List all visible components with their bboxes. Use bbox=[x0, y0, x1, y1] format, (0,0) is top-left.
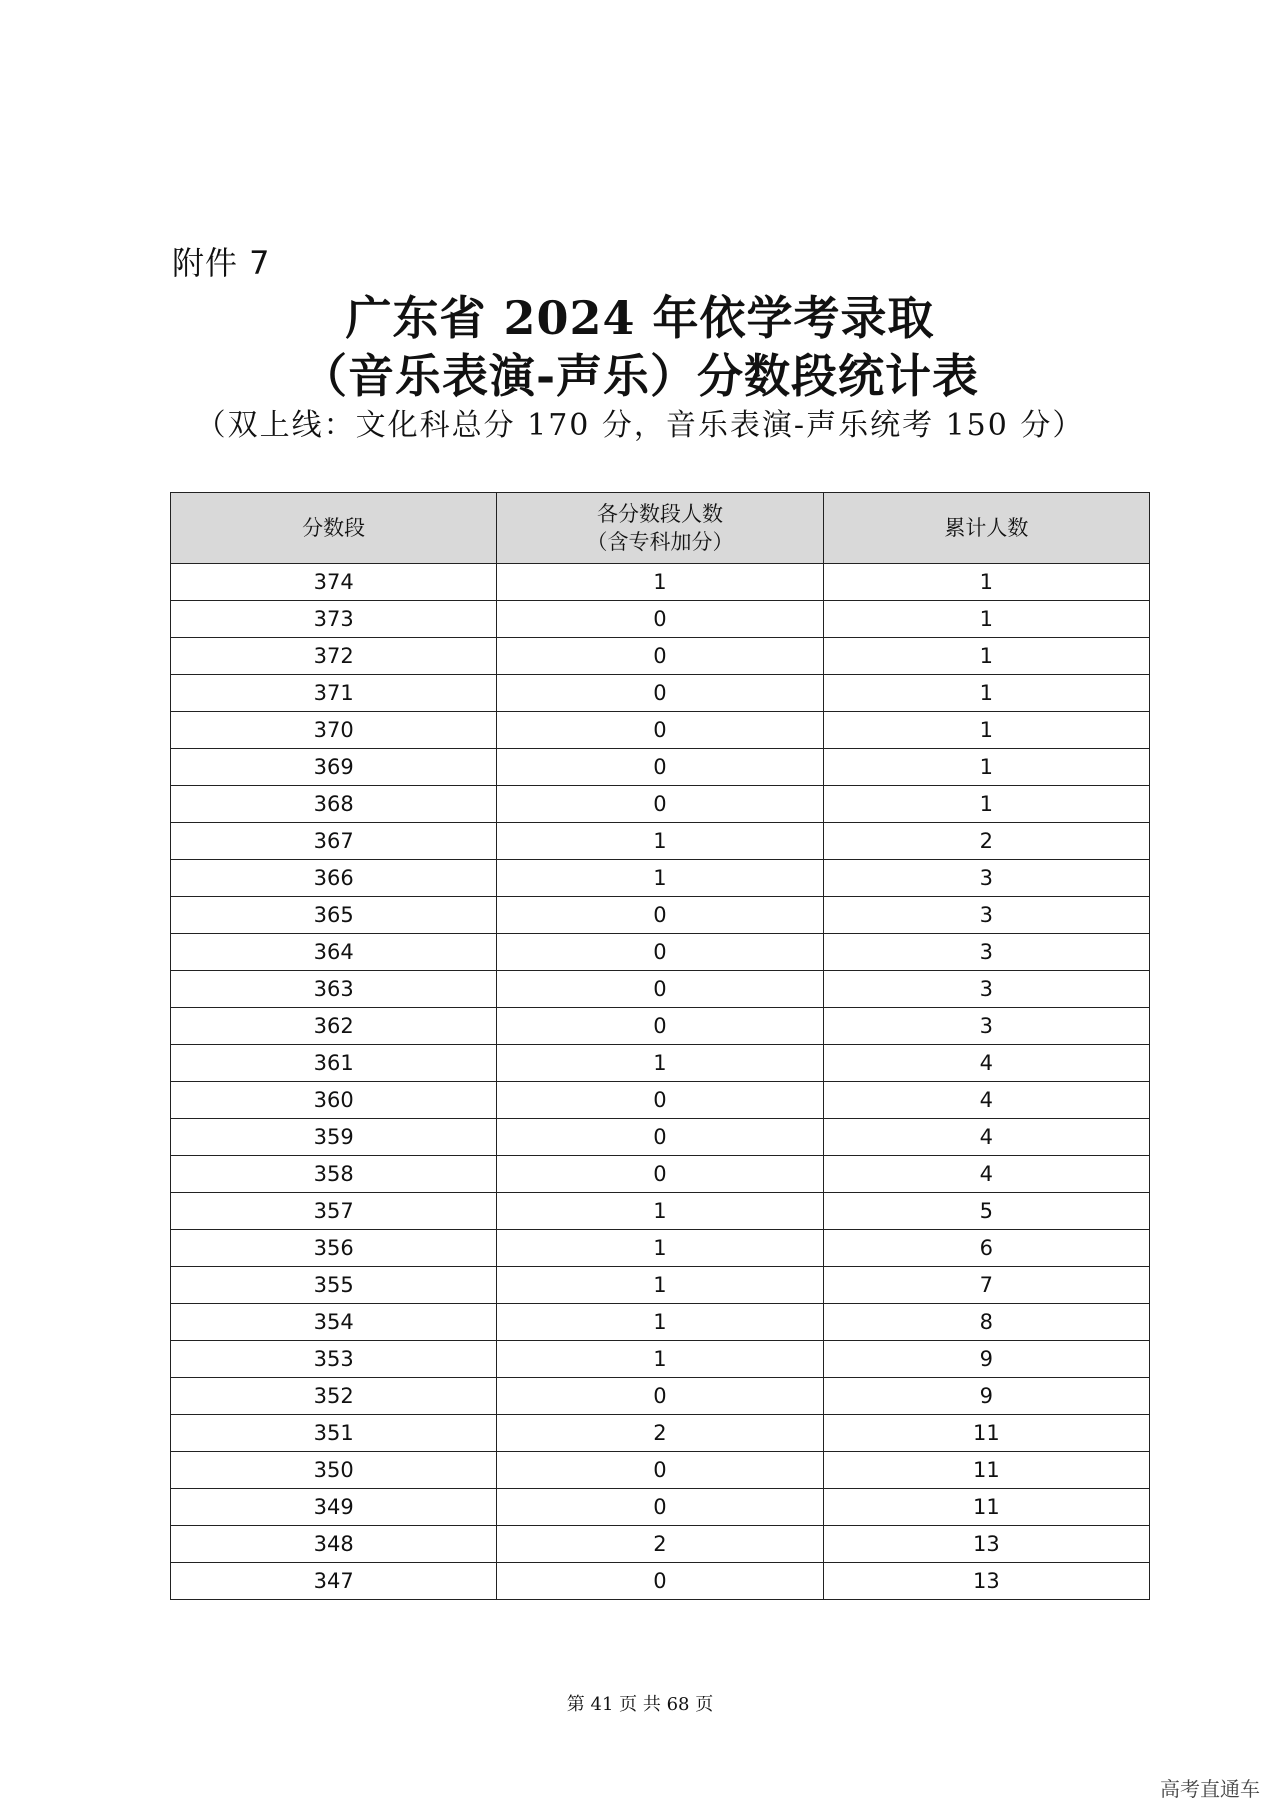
header-count-line-1: 各分数段人数 bbox=[596, 502, 723, 526]
cell-cumulative: 9 bbox=[823, 1378, 1149, 1415]
cell-cumulative: 1 bbox=[823, 601, 1149, 638]
cell-cumulative: 1 bbox=[823, 638, 1149, 675]
table-row bbox=[171, 823, 1150, 860]
cell-cumulative: 7 bbox=[823, 1267, 1149, 1304]
table-row bbox=[171, 1489, 1150, 1526]
cell-count: 1 bbox=[497, 1045, 823, 1082]
table-row bbox=[171, 1267, 1150, 1304]
cell-score: 356 bbox=[171, 1230, 497, 1267]
cell-count: 1 bbox=[497, 564, 823, 601]
cell-score: 358 bbox=[171, 1156, 497, 1193]
header-count-line-2: （含专科加分） bbox=[586, 530, 734, 554]
cell-count: 0 bbox=[497, 971, 823, 1008]
table-row bbox=[171, 1563, 1150, 1600]
cell-count: 1 bbox=[497, 823, 823, 860]
cell-count: 0 bbox=[497, 1156, 823, 1193]
cell-cumulative: 4 bbox=[823, 1156, 1149, 1193]
table-row bbox=[171, 712, 1150, 749]
table-row bbox=[171, 749, 1150, 786]
table-row bbox=[171, 1378, 1150, 1415]
score-distribution-table bbox=[170, 492, 1150, 1600]
table-row bbox=[171, 897, 1150, 934]
cell-score: 354 bbox=[171, 1304, 497, 1341]
cell-cumulative: 2 bbox=[823, 823, 1149, 860]
table-row bbox=[171, 1526, 1150, 1563]
cell-cumulative: 8 bbox=[823, 1304, 1149, 1341]
cell-count: 0 bbox=[497, 601, 823, 638]
cell-score: 355 bbox=[171, 1267, 497, 1304]
cell-count: 2 bbox=[497, 1526, 823, 1563]
cell-score: 374 bbox=[171, 564, 497, 601]
table-row bbox=[171, 1452, 1150, 1489]
table-row bbox=[171, 1119, 1150, 1156]
cell-count: 0 bbox=[497, 675, 823, 712]
cell-count: 0 bbox=[497, 897, 823, 934]
table-body bbox=[171, 564, 1150, 1600]
table-row bbox=[171, 1230, 1150, 1267]
cell-cumulative: 4 bbox=[823, 1082, 1149, 1119]
table-row bbox=[171, 1193, 1150, 1230]
table-row bbox=[171, 1156, 1150, 1193]
cell-cumulative: 5 bbox=[823, 1193, 1149, 1230]
cell-cumulative: 13 bbox=[823, 1526, 1149, 1563]
header-count bbox=[497, 493, 823, 564]
cell-score: 370 bbox=[171, 712, 497, 749]
cell-cumulative: 3 bbox=[823, 1008, 1149, 1045]
page-subtitle: （双上线：文化科总分 170 分，音乐表演-声乐统考 150 分） bbox=[195, 408, 1085, 443]
table-row bbox=[171, 601, 1150, 638]
cell-cumulative: 3 bbox=[823, 860, 1149, 897]
table-row bbox=[171, 1304, 1150, 1341]
cell-score: 352 bbox=[171, 1378, 497, 1415]
attachment-label: 附件 7 bbox=[172, 244, 271, 282]
cell-count: 0 bbox=[497, 1378, 823, 1415]
cell-score: 353 bbox=[171, 1341, 497, 1378]
cell-cumulative: 6 bbox=[823, 1230, 1149, 1267]
cell-score: 348 bbox=[171, 1526, 497, 1563]
table-row bbox=[171, 1341, 1150, 1378]
cell-score: 359 bbox=[171, 1119, 497, 1156]
cell-count: 0 bbox=[497, 1082, 823, 1119]
cell-count: 0 bbox=[497, 1563, 823, 1600]
cell-score: 372 bbox=[171, 638, 497, 675]
cell-score: 365 bbox=[171, 897, 497, 934]
cell-score: 368 bbox=[171, 786, 497, 823]
cell-score: 369 bbox=[171, 749, 497, 786]
cell-cumulative: 1 bbox=[823, 786, 1149, 823]
cell-count: 1 bbox=[497, 1230, 823, 1267]
table-header bbox=[171, 493, 1150, 564]
cell-score: 361 bbox=[171, 1045, 497, 1082]
cell-cumulative: 11 bbox=[823, 1452, 1149, 1489]
table-row bbox=[171, 1045, 1150, 1082]
cell-score: 350 bbox=[171, 1452, 497, 1489]
cell-cumulative: 13 bbox=[823, 1563, 1149, 1600]
cell-score: 366 bbox=[171, 860, 497, 897]
cell-score: 349 bbox=[171, 1489, 497, 1526]
table-row bbox=[171, 934, 1150, 971]
table-row bbox=[171, 786, 1150, 823]
table-row bbox=[171, 638, 1150, 675]
cell-score: 357 bbox=[171, 1193, 497, 1230]
cell-score: 351 bbox=[171, 1415, 497, 1452]
cell-cumulative: 3 bbox=[823, 934, 1149, 971]
page-title-line-1: 广东省 2024 年依学考录取 bbox=[345, 291, 935, 345]
cell-cumulative: 1 bbox=[823, 675, 1149, 712]
cell-score: 363 bbox=[171, 971, 497, 1008]
cell-count: 0 bbox=[497, 934, 823, 971]
cell-count: 0 bbox=[497, 749, 823, 786]
cell-score: 364 bbox=[171, 934, 497, 971]
cell-cumulative: 3 bbox=[823, 971, 1149, 1008]
cell-cumulative: 1 bbox=[823, 564, 1149, 601]
cell-cumulative: 9 bbox=[823, 1341, 1149, 1378]
cell-score: 367 bbox=[171, 823, 497, 860]
cell-count: 0 bbox=[497, 1119, 823, 1156]
table-row bbox=[171, 1008, 1150, 1045]
cell-count: 0 bbox=[497, 786, 823, 823]
cell-count: 0 bbox=[497, 1489, 823, 1526]
cell-cumulative: 3 bbox=[823, 897, 1149, 934]
table-row bbox=[171, 1415, 1150, 1452]
page-number-footer: 第 41 页 共 68 页 bbox=[566, 1694, 714, 1715]
table-row bbox=[171, 564, 1150, 601]
header-score: 分数段 bbox=[171, 493, 497, 564]
header-cumulative: 累计人数 bbox=[823, 493, 1149, 564]
cell-cumulative: 11 bbox=[823, 1415, 1149, 1452]
cell-score: 362 bbox=[171, 1008, 497, 1045]
cell-cumulative: 1 bbox=[823, 749, 1149, 786]
cell-count: 1 bbox=[497, 1304, 823, 1341]
cell-score: 371 bbox=[171, 675, 497, 712]
cell-count: 0 bbox=[497, 1452, 823, 1489]
table-row bbox=[171, 675, 1150, 712]
cell-count: 0 bbox=[497, 1008, 823, 1045]
watermark-text: 高考直通车 bbox=[1160, 1777, 1260, 1801]
cell-score: 347 bbox=[171, 1563, 497, 1600]
cell-count: 1 bbox=[497, 860, 823, 897]
table-row bbox=[171, 860, 1150, 897]
cell-count: 0 bbox=[497, 638, 823, 675]
cell-count: 1 bbox=[497, 1267, 823, 1304]
cell-count: 1 bbox=[497, 1341, 823, 1378]
cell-cumulative: 1 bbox=[823, 712, 1149, 749]
cell-count: 2 bbox=[497, 1415, 823, 1452]
cell-cumulative: 11 bbox=[823, 1489, 1149, 1526]
cell-cumulative: 4 bbox=[823, 1045, 1149, 1082]
cell-count: 0 bbox=[497, 712, 823, 749]
cell-score: 360 bbox=[171, 1082, 497, 1119]
cell-cumulative: 4 bbox=[823, 1119, 1149, 1156]
table-row bbox=[171, 1082, 1150, 1119]
cell-score: 373 bbox=[171, 601, 497, 638]
page-title-line-2: （音乐表演-声乐）分数段统计表 bbox=[300, 349, 980, 403]
table-header-row bbox=[171, 493, 1150, 564]
table-row bbox=[171, 971, 1150, 1008]
cell-count: 1 bbox=[497, 1193, 823, 1230]
